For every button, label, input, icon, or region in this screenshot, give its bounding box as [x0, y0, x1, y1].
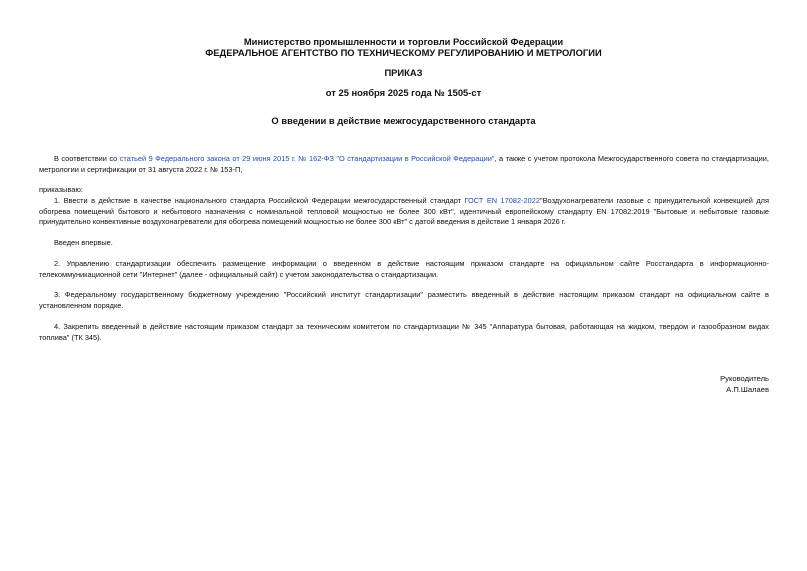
item-1-paragraph: [39, 196, 769, 228]
item-3-paragraph: [39, 290, 769, 311]
order-word: приказываю:: [39, 185, 83, 194]
preamble-paragraph: [39, 154, 769, 175]
document-title: О введении в действие межгосударственного стандарта: [271, 115, 536, 126]
item-2-paragraph: [39, 259, 769, 280]
signature-block: [720, 374, 769, 395]
signature-role: Руководитель: [720, 374, 769, 383]
item-2-text: 2. Управлению стандартизации обеспечить размещение информации о введенном в действие настоящим приказом стандарте на официальном сайте Росстандарта в информационно-телекоммуникационной сети "Интернет" (далее - официальный сайт) с учетом законодательства о стандартизации.: [39, 259, 769, 279]
item-1-text-start: 1. Ввести в действие в качестве национального стандарта Российской Федерации межгосударственный стандарт: [54, 196, 465, 205]
ministry-heading: Министерство промышленности и торговли Российской Федерации: [243, 36, 564, 47]
item-3-text: 3. Федеральному государственному бюджетному учреждению "Российский институт стандартизации" разместить введенный в действие настоящим приказом стандарт на официальном сайте в установленном порядке.: [39, 290, 769, 310]
law-link[interactable]: статьей 9 Федерального закона от 29 июня 2015 г. № 162-ФЗ "О стандартизации в Российской Федерации": [119, 154, 495, 163]
document-type: ПРИКАЗ: [384, 67, 423, 78]
item-4-text: 4. Закрепить введенный в действие настоящим приказом стандарт за техническим комитетом по стандартизации № 345 "Аппаратура бытовая, работающая на жидком, твердом и газообразном видах топлива" (ТК 345).: [39, 322, 769, 342]
gost-link[interactable]: ГОСТ EN 17082-2022: [464, 196, 540, 205]
item-4-paragraph: [39, 322, 769, 343]
preamble-text-end: , а также с учетом протокола Межгосударственного совета по стандартизации, метрологии и сертификации от 31 августа 2022 г. № 153-П,: [39, 154, 769, 174]
signature-name: А.П.Шалаев: [726, 384, 769, 394]
agency-heading: ФЕДЕРАЛЬНОЕ АГЕНТСТВО ПО ТЕХНИЧЕСКОМУ РЕГУЛИРОВАНИЮ И МЕТРОЛОГИИ: [205, 47, 602, 58]
first-time-text: Введен впервые.: [54, 238, 113, 247]
item-1-text-end: "Воздухонагреватели газовые с принудительной конвекцией для обогрева помещений бытового и небытового назначения с номинальной тепловой мощностью не более 300 кВт", идентичный европейскому стандарту EN 17082:2019 "Бытовые и небытовые газовые принудительно конвективные воздухонагреватели для обогрева помещений мощностью не более 300 кВт" с датой введения в действие 1 января 2026 г.: [39, 196, 769, 227]
first-time-note: [39, 238, 769, 249]
document-date-number: от 25 ноября 2025 года № 1505-ст: [325, 87, 482, 98]
preamble-text-start: В соответствии со: [54, 154, 120, 163]
